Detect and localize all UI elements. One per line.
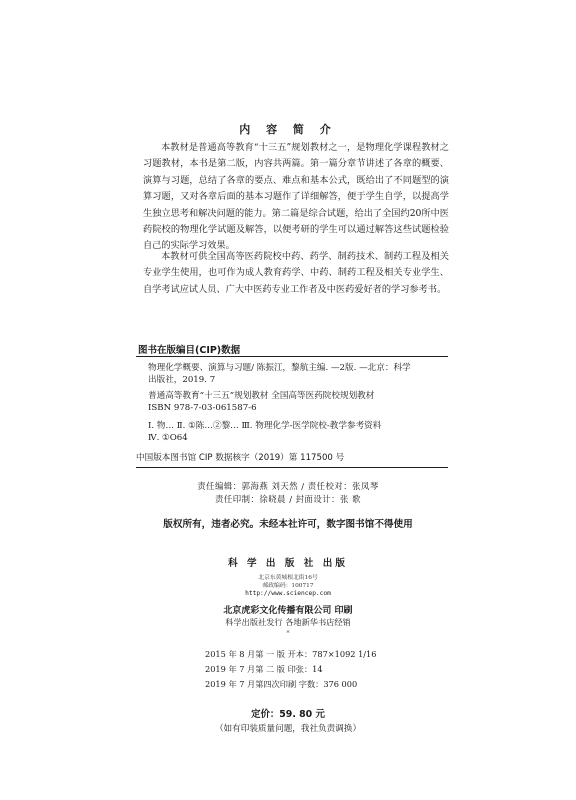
- distribution-line: 科学出版社发行 各地新华书店经销: [225, 617, 351, 627]
- cip-record-number: 中国版本图书馆 CIP 数据核字（2019）第 117500 号: [136, 453, 345, 463]
- publisher-postcode: 邮政编码：100717: [262, 583, 314, 589]
- staff-line-editors: 责任编辑：郭海燕 刘天然 / 责任校对：张凤琴: [197, 481, 379, 491]
- rights-notice: 版权所有，违者必究。未经本社许可，数字图书馆不得使用: [163, 519, 413, 530]
- publisher-name: 科 学 出 版 社 出版: [228, 558, 348, 569]
- cip-line-publisher: 出版社，2019. 7: [148, 375, 216, 385]
- summary-paragraph-1: 本教材是普通高等教育“十三五”规划教材之一，是物理化学课程教材之习题教材，本书是第二版，内容共两篇。第一篇分章节讲述了各章的概要、演算与习题，总结了各章的要点、难点和基本公式，既给出了不同题型的演算习题，又对各章后面的基本习题作了详细解答，便于学生自学，以提高学生独立思考和解决问题的能力。第二篇是综合试题，给出了全国约20所中医药院校的物理化学试题及解答，以便考研的学生可以通过解答这些试题检验自己的实际学习效果。: [143, 142, 449, 252]
- edition-line-3: 2019 年 7 月第四次印刷 字数：376 000: [205, 679, 358, 689]
- cip-line-series: 普通高等教育“十三五”规划教材 全国高等医药院校规划教材: [148, 391, 375, 401]
- cip-line-classification: Ⅰ. 物… Ⅱ. ①陈…②黎… Ⅲ. 物理化学-医学院校-教学参考资料: [148, 421, 382, 431]
- edition-line-1: 2015 年 8 月第 一 版 开本：787×1092 1/16: [205, 649, 377, 659]
- publisher-address: 北京东黄城根北街16号: [258, 575, 318, 581]
- summary-paragraph-2: 本教材可供全国高等医药院校中药、药学、制药技术、制药工程及相关专业学生使用，也可作为成人教育药学、中药、制药工程及相关专业学生、自学考试应试人员、广大中医药专业工作者及中医药爱好者的学习参考书。: [143, 251, 449, 295]
- cip-heading: 图书在版编目(CIP)数据: [138, 345, 241, 356]
- cip-line-class-code: Ⅳ. ①O64: [148, 433, 188, 443]
- staff-line-production: 责任印制：徐晓晨 / 封面设计：张 歌: [215, 494, 361, 504]
- summary-title: 内 容 简 介: [239, 123, 337, 136]
- publisher-website: http://www.sciencep.com: [245, 590, 331, 597]
- printer-name: 北京虎彩文化传播有限公司 印刷: [223, 606, 353, 616]
- quality-notice: （如有印装质量问题，我社负责调换）: [214, 724, 362, 734]
- cip-line-isbn: ISBN 978-7-03-061587-6: [148, 403, 257, 413]
- edition-line-2: 2019 年 7 月第 二 版 印张：14: [205, 664, 323, 674]
- cip-line-title: 物理化学概要、演算与习题/ 陈振江，黎航主编. —2版. —北京：科学: [148, 363, 411, 373]
- price: 定价：59. 80 元: [251, 709, 325, 720]
- divider-mark: *: [286, 630, 290, 637]
